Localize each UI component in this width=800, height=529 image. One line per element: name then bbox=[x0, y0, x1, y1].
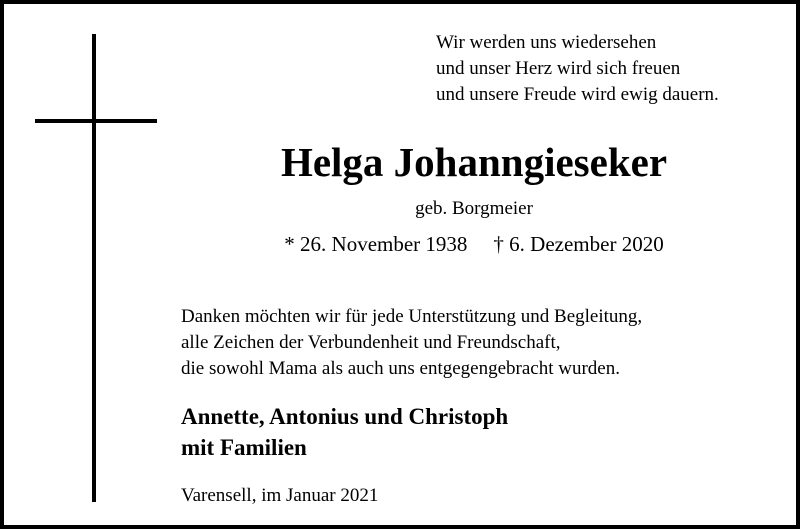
place-and-date: Varensell, im Januar 2021 bbox=[181, 485, 379, 506]
poem-line: und unser Herz wird sich freuen bbox=[436, 58, 681, 79]
memorial-poem bbox=[436, 30, 796, 108]
family-signature bbox=[181, 401, 781, 463]
poem-line: Wir werden uns wiedersehen bbox=[436, 32, 657, 53]
cross-horizontal-bar bbox=[35, 119, 157, 123]
deceased-name: Helga Johanngieseker bbox=[280, 139, 668, 185]
thanks-text bbox=[181, 304, 781, 382]
poem-line: und unsere Freude wird ewig dauern. bbox=[436, 84, 719, 105]
thanks-line: Danken möchten wir für jede Unterstützung und Begleitung, bbox=[181, 306, 643, 327]
signature-line: Annette, Antonius und Christoph bbox=[181, 404, 509, 429]
birth-date: * 26. November 1938 bbox=[284, 232, 468, 256]
birth-name: geb. Borgmeier bbox=[415, 198, 533, 219]
signature-line: mit Familien bbox=[181, 435, 307, 460]
thanks-line: alle Zeichen der Verbundenheit und Freundschaft, bbox=[181, 332, 561, 353]
life-dates bbox=[174, 231, 774, 257]
thanks-line: die sowohl Mama als auch uns entgegengebracht wurden. bbox=[181, 358, 620, 379]
cross-vertical-bar bbox=[92, 34, 96, 502]
death-date: † 6. Dezember 2020 bbox=[493, 232, 664, 256]
